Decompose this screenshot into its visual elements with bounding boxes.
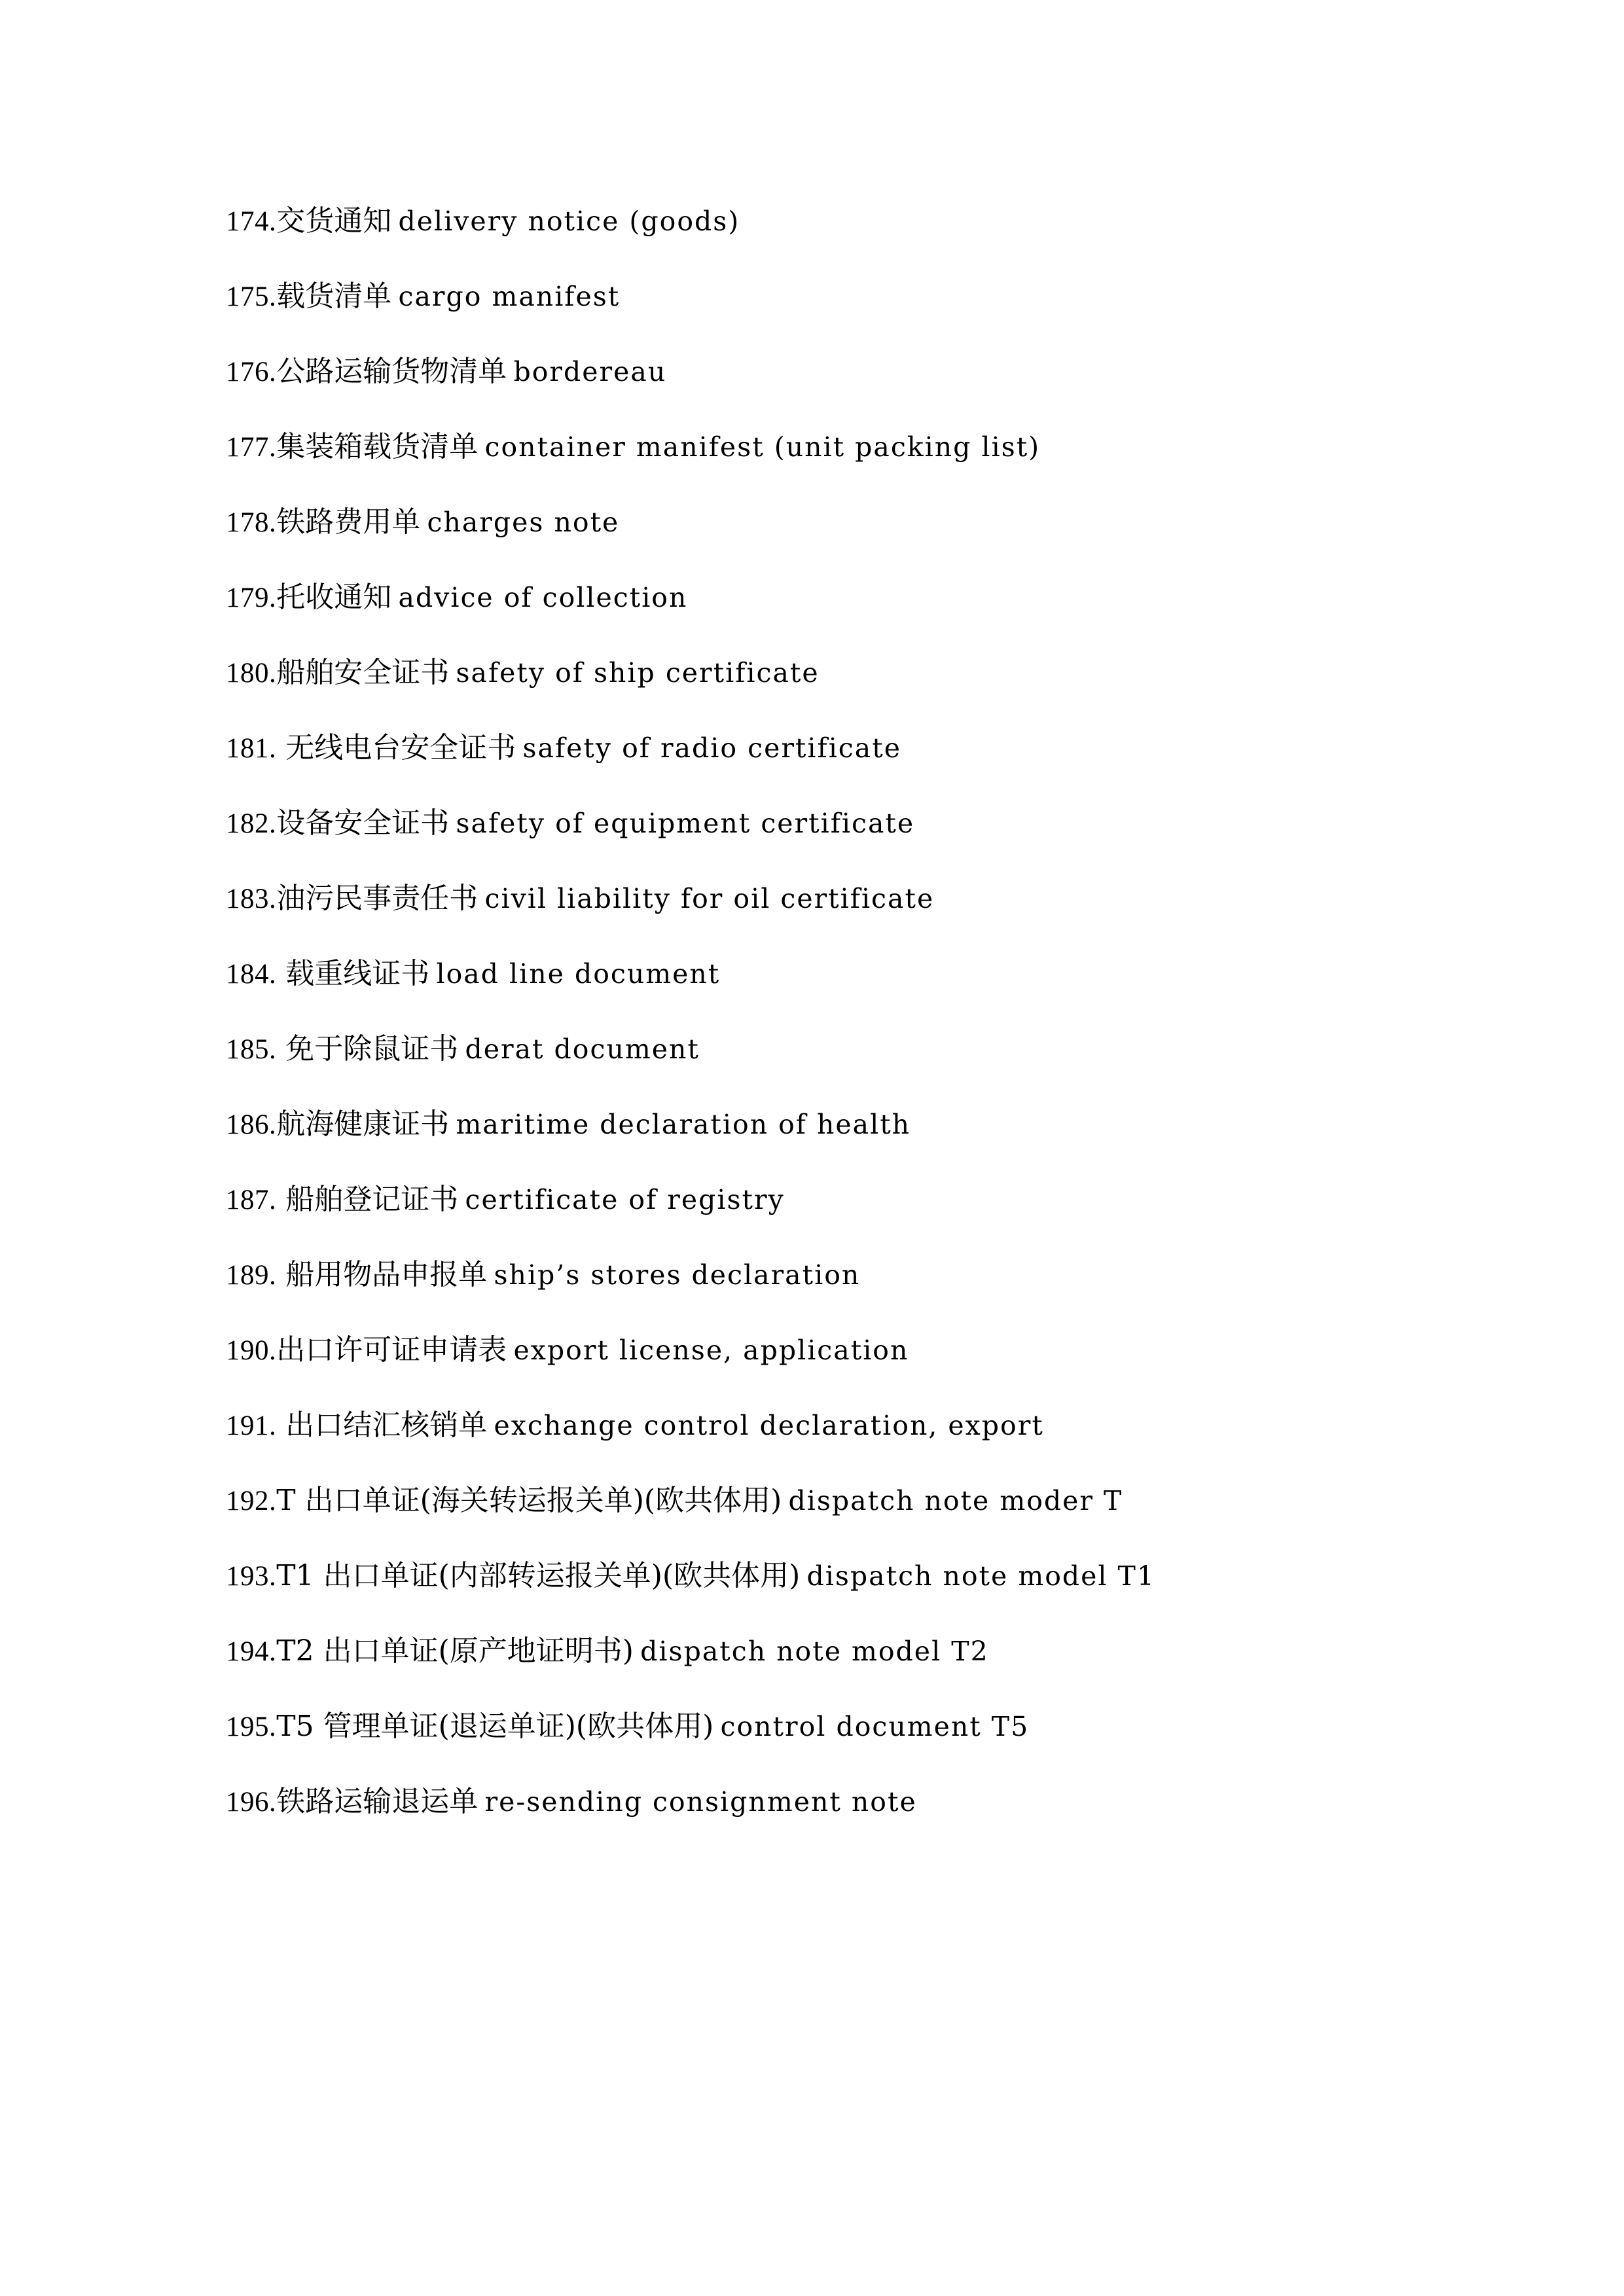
entry-separator-space <box>487 1410 494 1441</box>
entry-term-english: maritime declaration of health <box>456 1109 911 1140</box>
entry-term-english: exchange control declaration, export <box>494 1410 1044 1441</box>
entry-term-english: safety of radio certificate <box>522 732 901 764</box>
entry-number: 183. <box>226 884 277 914</box>
entry-term-chinese: 铁路费用单 <box>276 505 421 539</box>
glossary-entry <box>226 1162 1500 1237</box>
entry-number: 191. <box>226 1410 277 1441</box>
entry-number: 174. <box>226 206 277 237</box>
entry-term-english: derat document <box>465 1033 700 1065</box>
entry-term-chinese: 航海健康证书 <box>276 1107 450 1141</box>
entry-term-chinese: 免于除鼠证书 <box>276 1032 459 1066</box>
entry-number: 196. <box>226 1787 277 1818</box>
entry-term-chinese: 船舶安全证书 <box>276 656 450 689</box>
entry-separator-space <box>391 583 398 613</box>
entry-term-chinese: 出口结汇核销单 <box>276 1408 488 1442</box>
entry-separator-space <box>449 808 456 838</box>
entry-term-chinese: 载货清单 <box>276 279 392 313</box>
entry-separator-space <box>507 357 513 387</box>
entry-separator-space <box>516 733 522 763</box>
glossary-entry <box>226 1538 1500 1613</box>
entry-number: 195. <box>226 1712 277 1742</box>
entry-number: 176. <box>226 357 277 387</box>
entry-term-english: safety of ship certificate <box>456 657 820 689</box>
glossary-entry <box>226 1689 1500 1764</box>
glossary-entry <box>226 259 1500 334</box>
entry-term-chinese: 铁路运输退运单 <box>276 1785 478 1818</box>
entry-term-english: charges note <box>427 507 620 538</box>
glossary-entry <box>226 710 1500 785</box>
entry-number: 175. <box>226 281 277 312</box>
entry-number: 193. <box>226 1561 277 1592</box>
entry-term-english: export license, application <box>513 1335 909 1366</box>
entry-term-chinese: 无线电台安全证书 <box>276 731 516 764</box>
entry-term-english: container manifest (unit packing list) <box>484 431 1041 463</box>
entry-number: 178. <box>226 507 277 538</box>
entry-separator-space <box>478 432 484 462</box>
entry-term-chinese: T2 出口单证(原产地证明书) <box>276 1634 634 1668</box>
glossary-entry <box>226 936 1500 1011</box>
entry-number: 186. <box>226 1109 277 1140</box>
entry-separator-space <box>782 1486 788 1516</box>
entry-separator-space <box>449 1109 456 1139</box>
entry-number: 184. <box>226 959 277 990</box>
entry-number: 182. <box>226 808 277 839</box>
entry-term-english: civil liability for oil certificate <box>484 883 935 914</box>
entry-number: 185. <box>226 1034 277 1065</box>
entry-term-english: dispatch note model T2 <box>640 1636 989 1667</box>
entry-number: 192. <box>226 1486 277 1516</box>
entry-term-english: dispatch note moder T <box>788 1485 1123 1516</box>
entry-separator-space <box>713 1712 720 1742</box>
glossary-entry <box>226 1011 1500 1086</box>
glossary-entry <box>226 484 1500 560</box>
entry-separator-space <box>429 959 436 989</box>
entry-term-chinese: T 出口单证(海关转运报关单)(欧共体用) <box>276 1484 782 1517</box>
glossary-entry <box>226 334 1500 409</box>
glossary-entry <box>226 1237 1500 1312</box>
entry-term-chinese: 船舶登记证书 <box>276 1183 459 1216</box>
entry-number: 181. <box>226 733 277 764</box>
glossary-entry <box>226 183 1500 259</box>
entry-separator-space <box>507 1335 513 1365</box>
glossary-entry <box>226 560 1500 635</box>
entry-separator-space <box>420 507 427 537</box>
entry-term-chinese: 船用物品申报单 <box>276 1258 488 1291</box>
entry-separator-space <box>449 658 456 688</box>
entry-term-english: advice of collection <box>398 582 688 613</box>
entry-term-chinese: 设备安全证书 <box>276 806 450 840</box>
entry-separator-space <box>487 1260 494 1290</box>
entry-separator-space <box>478 1787 484 1817</box>
glossary-entry <box>226 1312 1500 1388</box>
entry-term-english: safety of equipment certificate <box>456 808 915 839</box>
entry-number: 187. <box>226 1185 277 1215</box>
entry-term-english: load line document <box>436 958 721 990</box>
entry-term-chinese: 载重线证书 <box>276 957 430 990</box>
glossary-entry <box>226 861 1500 936</box>
entry-number: 177. <box>226 432 277 463</box>
entry-term-english: delivery notice (goods) <box>398 206 740 237</box>
glossary-entry <box>226 1764 1500 1839</box>
entry-separator-space <box>391 281 398 312</box>
glossary-entry <box>226 409 1500 484</box>
entry-term-chinese: 油污民事责任书 <box>276 882 478 915</box>
entry-number: 180. <box>226 658 277 689</box>
entry-number: 189. <box>226 1260 277 1291</box>
entry-separator-space <box>391 206 398 236</box>
entry-separator-space <box>458 1185 465 1215</box>
entry-term-english: ship’s stores declaration <box>494 1259 861 1291</box>
glossary-list <box>226 183 1500 1839</box>
entry-term-english: re-sending consignment note <box>484 1786 917 1818</box>
entry-term-english: bordereau <box>513 356 667 387</box>
entry-separator-space <box>458 1034 465 1064</box>
entry-term-chinese: 托收通知 <box>276 581 392 614</box>
entry-term-english: dispatch note model T1 <box>806 1560 1155 1592</box>
entry-term-chinese: 交货通知 <box>276 204 392 238</box>
entry-separator-space <box>478 884 484 914</box>
glossary-entry <box>226 1388 1500 1463</box>
glossary-entry <box>226 1086 1500 1162</box>
entry-number: 194. <box>226 1636 277 1667</box>
entry-term-chinese: T1 出口单证(内部转运报关单)(欧共体用) <box>276 1559 801 1592</box>
entry-term-chinese: 公路运输货物清单 <box>276 355 507 388</box>
entry-term-english: control document T5 <box>720 1711 1030 1742</box>
entry-term-english: cargo manifest <box>398 281 621 312</box>
glossary-entry <box>226 785 1500 861</box>
entry-term-chinese: 出口许可证申请表 <box>276 1333 507 1367</box>
entry-separator-space <box>800 1561 806 1591</box>
glossary-entry <box>226 1463 1500 1538</box>
entry-separator-space <box>634 1636 640 1666</box>
entry-number: 190. <box>226 1335 277 1366</box>
entry-term-chinese: 集装箱载货清单 <box>276 430 478 463</box>
entry-term-chinese: T5 管理单证(退运单证)(欧共体用) <box>276 1710 714 1743</box>
glossary-entry <box>226 635 1500 710</box>
glossary-entry <box>226 1613 1500 1689</box>
entry-term-english: certificate of registry <box>465 1184 785 1215</box>
entry-number: 179. <box>226 583 277 613</box>
